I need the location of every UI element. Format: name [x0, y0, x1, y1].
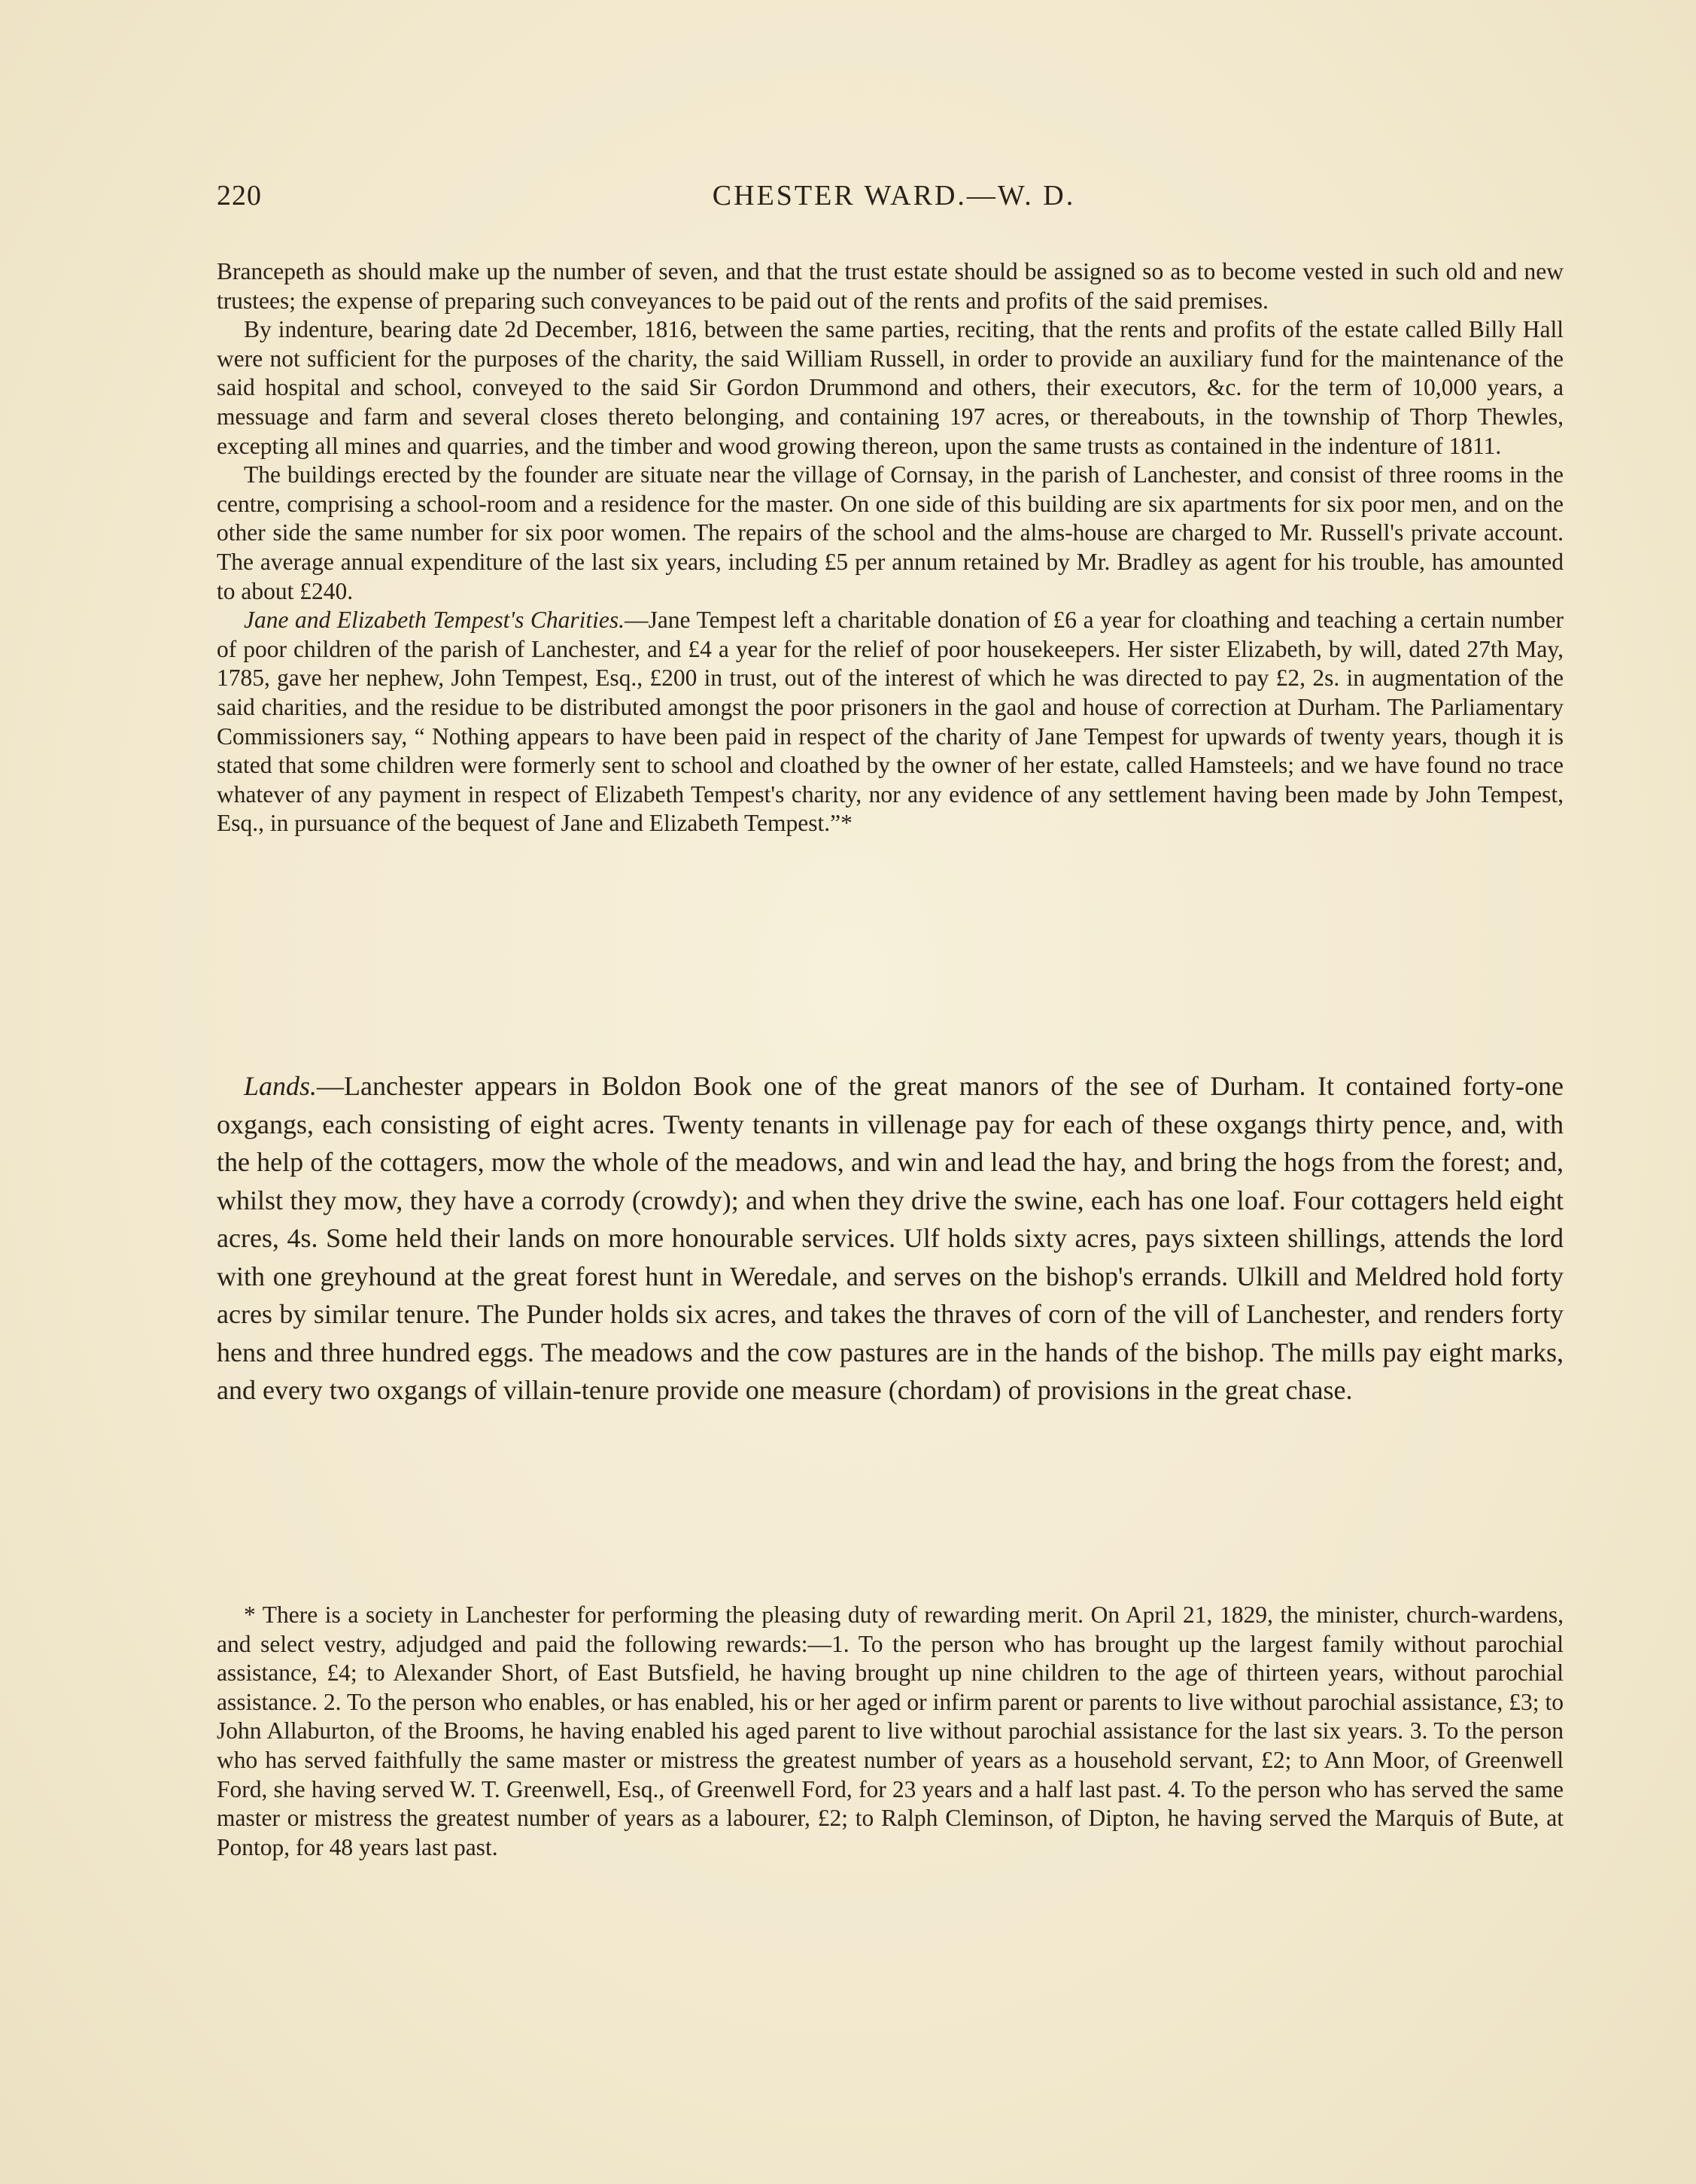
footnote-text: * There is a society in Lanchester for performing the pleasing duty of rewarding merit. On April 21, 1829, the minister, church-wardens, and select vestry, adjudged and paid the following rewards:—1. To the person who has brought up the largest family without parochial assistance, £4; to Alexander Short, of East Butsfield, he having brought up nine children to the age of thirteen years, without parochial assistance. 2. To the person who enables, or has enabled, his or her aged or infirm parent or parents to live without parochial assistance, £3; to John Allaburton, of the Brooms, he having enabled his aged parent to live without parochial assistance for the last six years. 3. To the person who has served faithfully the same master or mistress the greatest number of years as a household servant, £2; to Ann Moor, of Greenwell Ford, she having served W. T. Greenwell, Esq., of Greenwell Ford, for 23 years and a half last past. 4. To the person who has served the same master or mistress the greatest number of years as a labourer, £2; to Ralph Cleminson, of Dipton, he having served the Marquis of Bute, at Pontop, for 48 years last past. [217, 1601, 1564, 1860]
lands-heading: Lands. [244, 1071, 318, 1101]
tempest-heading: Jane and Elizabeth Tempest's Charities. [244, 607, 625, 634]
paragraph-buildings: The buildings erected by the founder are situate near the village of Cornsay, in the parish of Lanchester, and consist of three rooms in the centre, comprising a school-room and a residence for the master. On one side of this building are six apartments for six poor men, and on the other side the same number for six poor women. The repairs of the school and the alms-house are charged to Mr. Russell's private account. The average annual expenditure of the last six years, including £5 per annum retained by Mr. Bradley as agent for his trouble, has amounted to about £240. [217, 461, 1564, 604]
page-header [217, 179, 1571, 224]
lands-section [217, 1067, 1564, 1410]
paragraph-trustees: Brancepeth as should make up the number of seven, and that the trust estate should be assigned so as to become vested in such old and new trustees; the expense of preparing such conveyances to be paid out of the rents and profits of the said premises. [217, 258, 1564, 314]
running-title: CHESTER WARD.—W. D. [712, 180, 1076, 211]
paragraph-tempest-charities [217, 606, 1564, 838]
lands-text: —Lanchester appears in Boldon Book one of the great manors of the see of Durham. It contained forty-one oxgangs, each consisting of eight acres. Twenty tenants in villenage pay for each of these oxgangs thirty pence, and, with the help of the cottagers, mow the whole of the meadows, and win and lead the hay, and bring the hogs from the forest; and, whilst they mow, they have a corrody (crowdy); and when they drive the swine, each has one loaf. Four cottagers held eight acres, 4s. Some held their lands on more honourable services. Ulf holds sixty acres, pays sixteen shillings, attends the lord with one greyhound at the great forest hunt in Weredale, and serves on the bishop's errands. Ulkill and Meldred hold forty acres by similar tenure. The Punder holds six acres, and takes the thraves of corn of the vill of Lanchester, and renders forty hens and three hundred eggs. The meadows and the cow pastures are in the hands of the bishop. The mills pay eight marks, and every two oxgangs of villain-tenure provide one measure (chordam) of provisions in the great chase. [217, 1071, 1564, 1405]
body-text [217, 257, 1564, 838]
footnote [217, 1601, 1564, 1862]
page-number: 220 [217, 180, 262, 211]
tempest-text: —Jane Tempest left a charitable donation of £6 a year for cloathing and teaching a certain number of poor children of the parish of Lanchester, and £4 a year for the relief of poor housekeepers. Her sister Elizabeth, by will, dated 27th May, 1785, gave her nephew, John Tempest, Esq., £200 in trust, out of the interest of which he was directed to pay £2, 2s. in augmentation of the said charities, and the residue to be distributed amongst the poor prisoners in the gaol and house of correction at Durham. The Parliamentary Commissioners say, “ Nothing appears to have been paid in respect of the charity of Jane Tempest for upwards of twenty years, though it is stated that some children were formerly sent to school and cloathed by the owner of her estate, called Hamsteels; and we have found no trace whatever of any payment in respect of Elizabeth Tempest's charity, nor any evidence of any settlement having been made by John Tempest, Esq., in pursuance of the bequest of Jane and Elizabeth Tempest.”* [217, 607, 1564, 837]
paragraph-indenture: By indenture, bearing date 2d December, 1816, between the same parties, reciting, that the rents and profits of the estate called Billy Hall were not sufficient for the purposes of the charity, the said William Russell, in order to provide an auxiliary fund for the maintenance of the said hospital and school, conveyed to the said Sir Gordon Drummond and others, their executors, &c. for the term of 10,000 years, a messuage and farm and several closes thereto belonging, and containing 197 acres, or thereabouts, in the township of Thorp Thewles, excepting all mines and quarries, and the timber and wood growing thereon, upon the same trusts as contained in the indenture of 1811. [217, 316, 1564, 459]
paragraph-lands [217, 1067, 1564, 1410]
